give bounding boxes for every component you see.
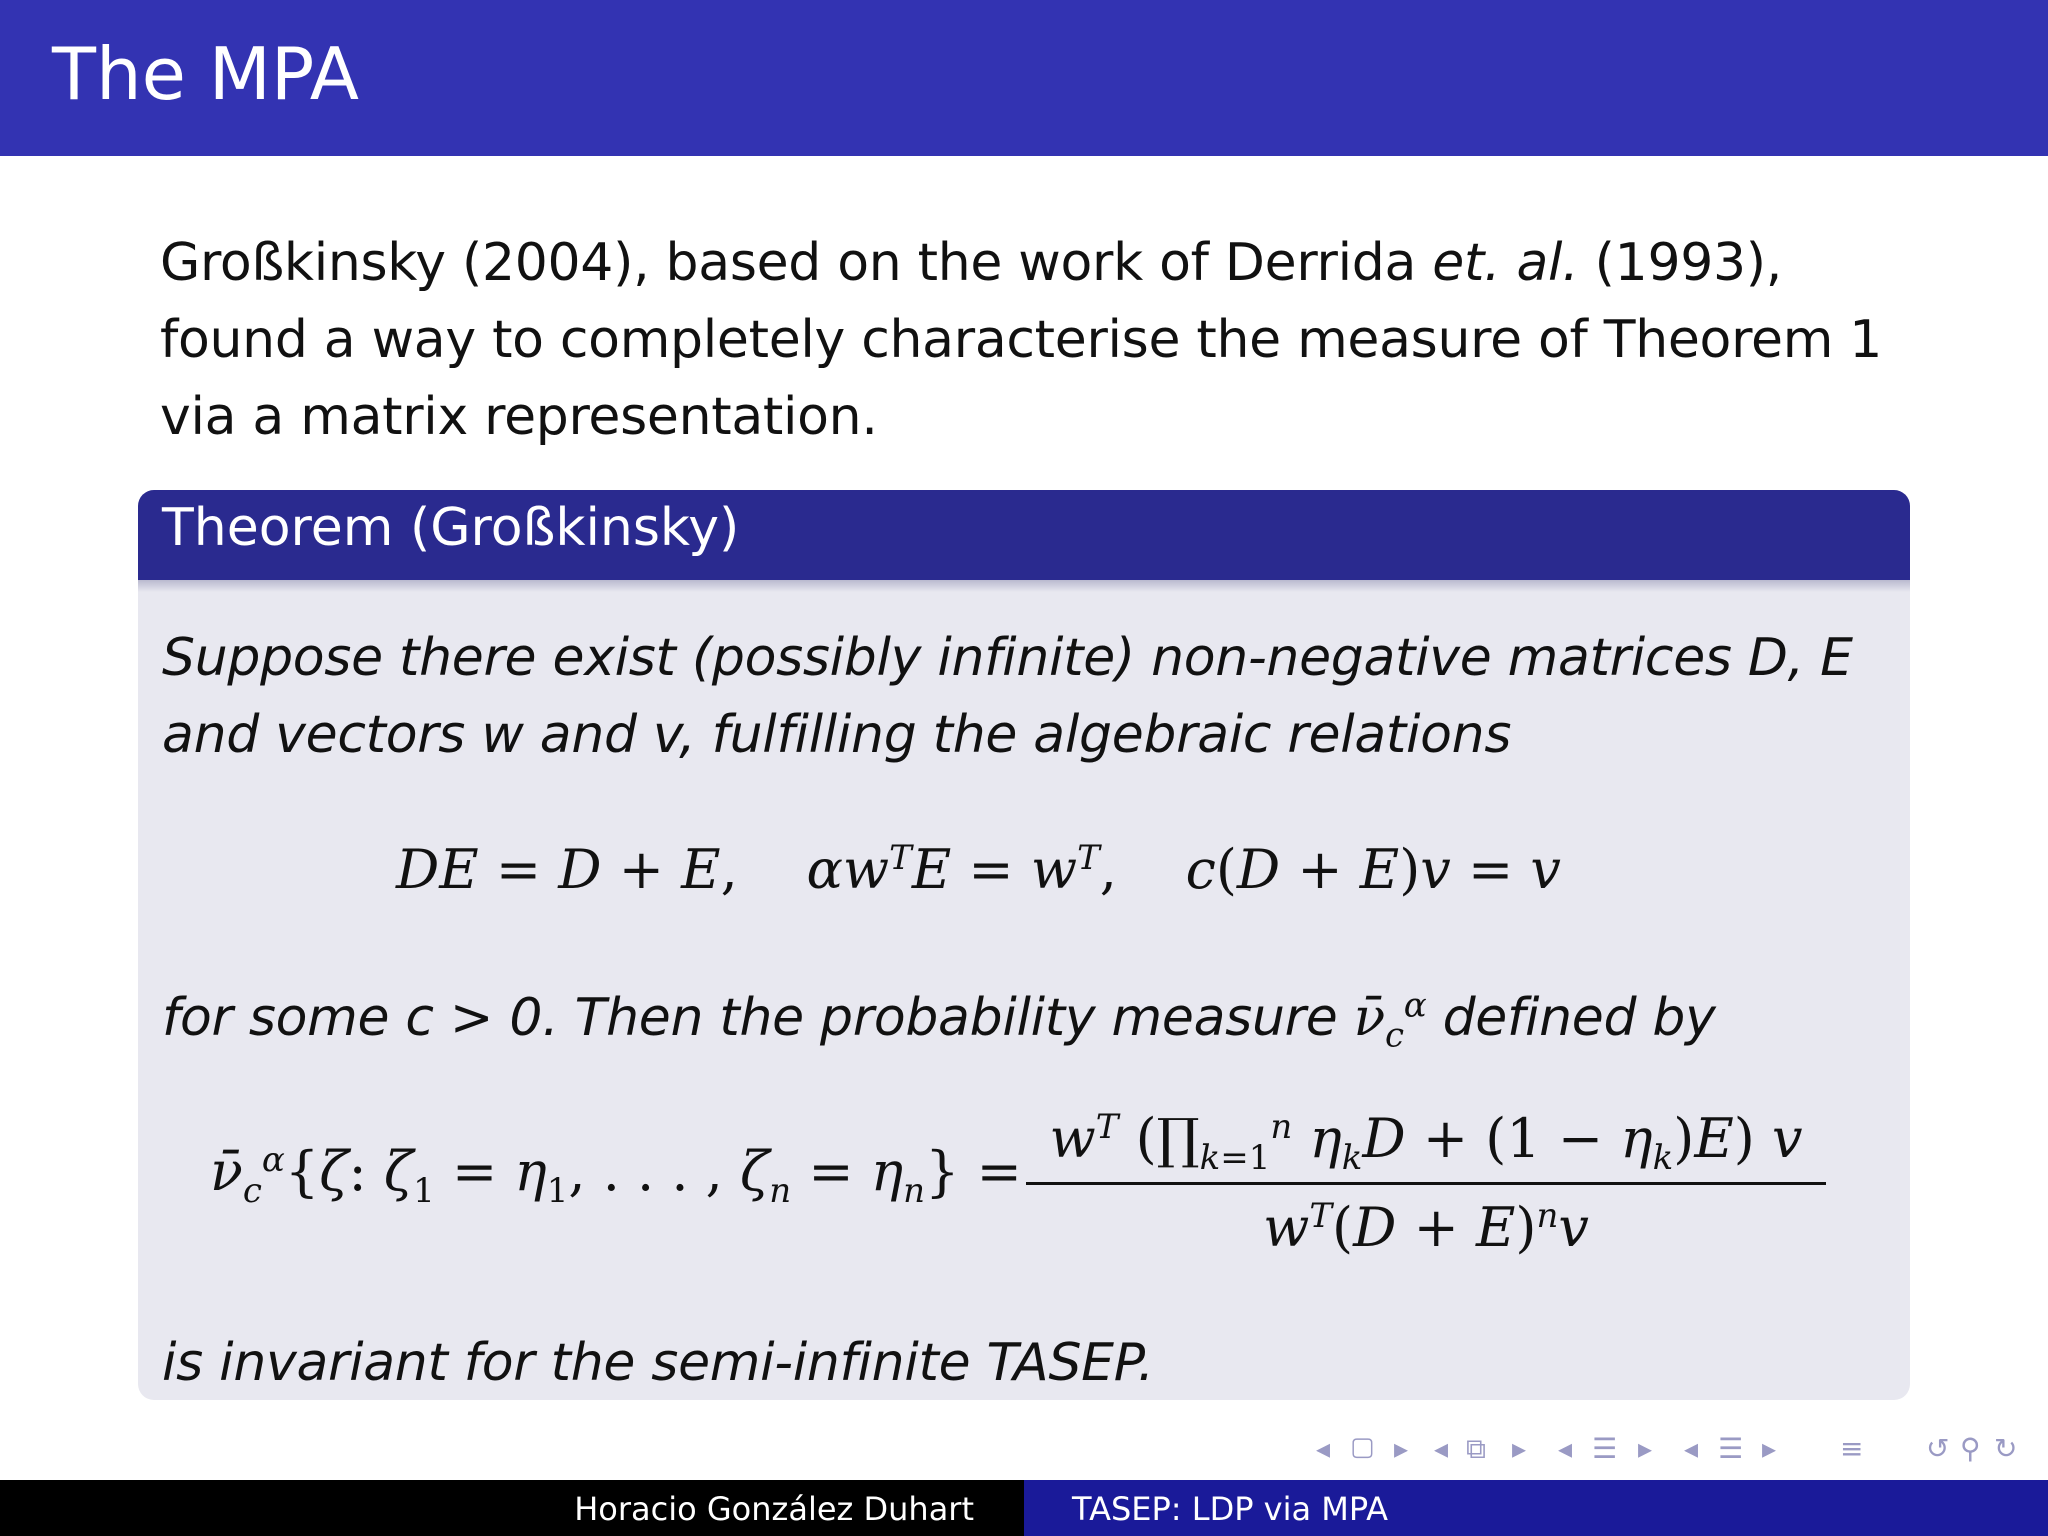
measure-symbol: $\nū_c^\alpha$ <box>1353 985 1427 1056</box>
nav-right-arrow-icon[interactable]: ▸ <box>1762 1432 1777 1465</box>
nav-left-arrow-icon[interactable]: ◂ <box>1558 1432 1573 1465</box>
fraction-bar <box>1026 1182 1826 1185</box>
footer-author-cell <box>0 1480 1024 1536</box>
theorem-line-3 <box>162 980 1882 1057</box>
document-icon[interactable]: ≡ <box>1840 1432 1864 1465</box>
nav-right-arrow-icon[interactable]: ▸ <box>1638 1432 1653 1465</box>
beamer-navigation-bar <box>1300 1432 2040 1468</box>
subsection-list-icon[interactable]: ☰ <box>1718 1432 1744 1465</box>
fraction-numerator: $w^T$ ($\prod_{k=1}^n$ $\eta_kD + (1 - \eta_k)E$) v <box>1049 1107 1803 1178</box>
measure-definition-fraction <box>1026 1102 1826 1263</box>
intro-paragraph <box>160 225 1920 456</box>
fraction-denominator: $w^T(D + E)^nv$ <box>1263 1196 1589 1259</box>
nav-left-arrow-icon[interactable]: ◂ <box>1684 1432 1699 1465</box>
frame-title: The MPA <box>52 32 359 116</box>
measure-definition-lhs: $\nū_c^\alpha\{\zeta$: $\zeta_1 = \eta_1$, . . . , $\zeta_n = \eta_n$} = <box>210 1140 1022 1211</box>
frame-title-bar <box>0 0 2048 156</box>
intro-line-2: found a way to completely characterise the measure of Theorem 1 <box>160 310 1883 370</box>
intro-text: Großkinsky (2004), based on the work of Derrida <box>160 233 1433 293</box>
zoom-icon[interactable]: ↻ <box>1994 1432 2018 1465</box>
intro-text: (1993), <box>1578 233 1783 293</box>
subsection-icon[interactable]: ⧉ <box>1466 1432 1486 1465</box>
theorem-heading: Theorem (Großkinsky) <box>162 498 740 558</box>
nav-right-arrow-icon[interactable]: ▸ <box>1512 1432 1527 1465</box>
theorem-header <box>138 490 1910 580</box>
intro-line-1 <box>160 225 1920 302</box>
nav-left-arrow-icon[interactable]: ◂ <box>1316 1432 1331 1465</box>
footer-title-cell <box>1024 1480 2048 1536</box>
intro-line-3: via a matrix representation. <box>160 387 878 447</box>
nav-left-arrow-icon[interactable]: ◂ <box>1434 1432 1449 1465</box>
footer-author: Horacio González Duhart <box>574 1490 974 1528</box>
footer-talk-title: TASEP: LDP via MPA <box>1072 1490 1389 1528</box>
theorem-line-2: and vectors w and v, fulfilling the algebraic relations <box>162 705 1512 765</box>
footer-bar <box>0 1480 2048 1536</box>
theorem-line-1: Suppose there exist (possibly infinite) non-negative matrices D, E <box>162 628 1853 688</box>
search-icon[interactable]: ⚲ <box>1960 1432 1981 1465</box>
intro-etal: et. al. <box>1432 233 1579 293</box>
theorem-line-4: is invariant for the semi-infinite TASEP. <box>162 1333 1154 1393</box>
back-forward-icon[interactable]: ↺ <box>1926 1432 1950 1465</box>
nav-right-arrow-icon[interactable]: ▸ <box>1394 1432 1409 1465</box>
theorem-header-shadow <box>138 580 1910 592</box>
algebraic-relations-equation: DE = D + E, $\alpha w^TE = w^T$, c(D + E)v = v <box>396 838 1561 901</box>
theorem-block <box>138 490 1910 1400</box>
theorem-text: for some c > 0. Then the probability measure <box>162 988 1354 1048</box>
frame-icon[interactable]: ▢ <box>1350 1432 1375 1462</box>
theorem-text: defined by <box>1426 988 1716 1048</box>
section-icon[interactable]: ☰ <box>1592 1432 1618 1465</box>
